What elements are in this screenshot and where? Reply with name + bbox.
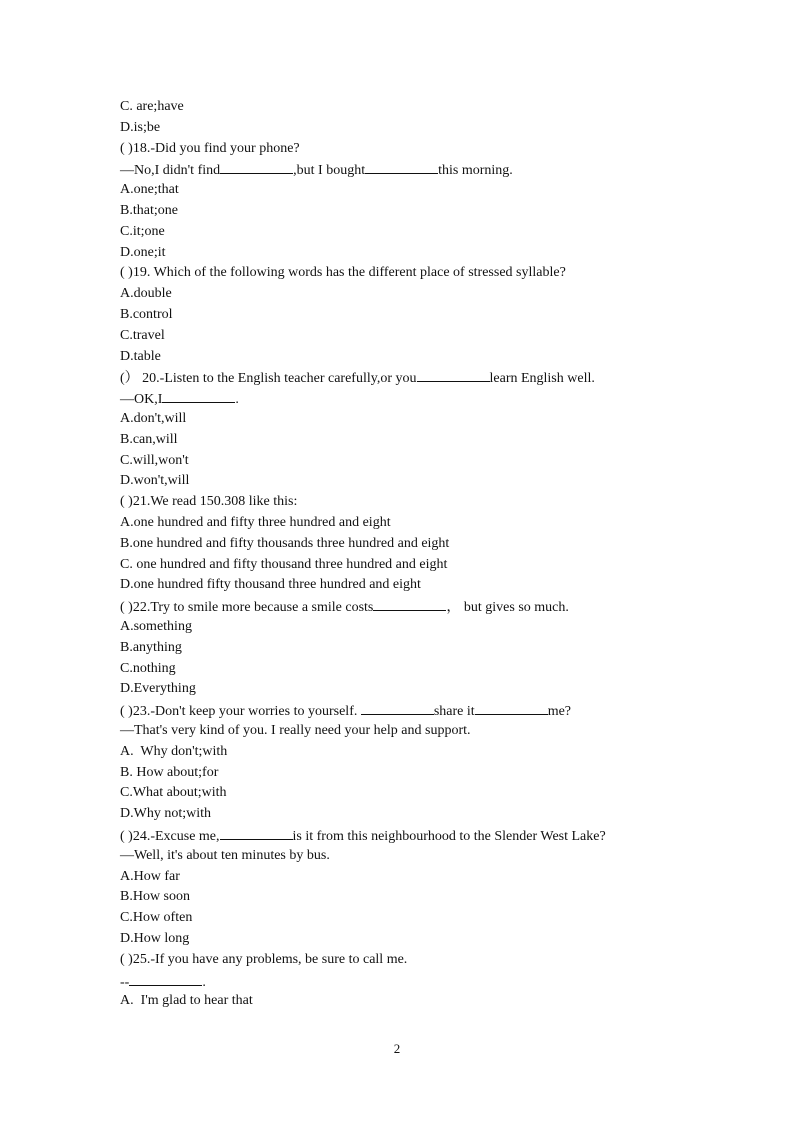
line-text: is it from this neighbourhood to the Slender West Lake? [292,829,606,844]
line-text: B.control [120,307,173,322]
line-text: share it [433,704,475,720]
text-line-q18C [120,222,165,242]
text-line-q25A [120,991,253,1011]
text-line-q22D [120,679,196,699]
text-line-q18B [120,201,178,221]
text-line-q19 [120,263,566,283]
text-line-q25a [120,971,206,993]
line-text: B.anything [120,639,182,655]
line-text: —Well, it's about ten minutes by bus. [120,847,330,863]
line-text: C.How often [120,910,193,926]
text-line-q20B [120,430,178,450]
text-line-q19C [120,326,165,346]
line-text: B. How about;for [120,764,219,780]
line-text: C.travel [120,327,165,343]
line-text: ( )18.-Did you find your phone? [120,140,300,156]
line-text: D.is;be [120,119,161,135]
line-text: B.that;one [120,203,178,218]
text-line-q19A [120,284,172,304]
text-line-q25 [120,950,407,970]
answer-blank [220,159,293,174]
text-line-q21B [120,534,449,554]
line-text: —OK,I [120,392,163,408]
text-line-q23C [120,783,227,803]
text-line-q23A [120,742,227,762]
text-line-q21C [120,555,447,575]
text-line-q21 [120,492,297,512]
text-line-q22B [120,638,182,658]
text-line-q23B [120,763,218,783]
text-line-q22A [120,617,192,637]
line-text: A.double [120,286,172,302]
answer-blank [129,971,202,986]
line-text: ( )23.-Don't keep your worries to yourself. [120,704,361,720]
answer-blank [417,367,490,382]
line-text: -- [120,974,130,990]
line-text: C.What about;with [120,785,227,801]
answer-blank [361,700,434,715]
line-text: A.one hundred and fifty three hundred and eight [120,515,391,530]
text-line-q24 [120,825,606,847]
line-text: me? [547,704,572,720]
line-text: C. are;have [120,99,184,114]
line-text: B.one hundred and fifty thousands three hundred and eight [120,535,450,551]
answer-blank [365,159,438,174]
line-text: this morning. [438,163,513,179]
text-line-q18 [120,139,300,159]
line-text: A. I'm glad to hear that [120,993,253,1009]
line-text: ， but gives so much. [446,600,569,616]
line-text: A.How far [120,868,180,884]
text-line-q18A [120,180,179,200]
line-text: B.How soon [120,889,191,905]
text-line-l2 [120,118,160,138]
text-line-l1 [120,97,184,117]
line-text: D.table [120,348,161,364]
line-text: ,but I bought [293,163,366,179]
line-text: (） 20.-Listen to the English teacher carefully,or you [120,371,417,387]
line-text: A.one;that [120,182,179,198]
text-line-q22 [120,596,569,618]
line-text: ( )22.Try to smile more because a smile costs [120,600,374,616]
text-line-q21A [120,513,391,533]
line-text: C.nothing [120,660,176,676]
line-text: —No,I didn't find [120,163,221,179]
line-text: D.Why not;with [120,806,211,822]
line-text: A. Why don't;with [120,743,228,759]
line-text: ( )19. Which of the following words has the different place of stressed syllable? [120,265,566,281]
line-text: —That's very kind of you. I really need your help and support. [120,723,471,738]
line-text: ( )24.-Excuse me, [120,829,220,844]
text-line-q21D [120,575,421,595]
text-line-q23D [120,804,211,824]
line-text: B.can,will [120,431,178,447]
text-line-q20D [120,471,189,491]
line-text: C.will,won't [120,452,189,468]
answer-blank [475,700,548,715]
line-text: A.something [120,619,192,634]
text-line-q24B [120,887,190,907]
line-text: . [235,392,239,408]
line-text: . [202,974,206,990]
line-text: ( )21.We read 150.308 like this: [120,494,298,510]
line-text: learn English well. [489,371,595,387]
text-line-q18a [120,159,513,181]
text-line-q24A [120,867,180,887]
text-line-q20a [120,388,239,410]
text-line-q23 [120,700,571,722]
text-line-q19D [120,347,161,367]
line-text: D.one hundred fifty thousand three hundred and eight [120,577,421,593]
answer-blank [373,596,446,611]
line-text: ( )25.-If you have any problems, be sure to call me. [120,951,408,967]
line-text: D.Everything [120,681,196,697]
text-line-q18D [120,243,166,263]
line-text: A.don't,will [120,411,187,426]
answer-blank [220,825,293,840]
text-line-q24a [120,846,330,866]
line-text: C. one hundred and fifty thousand three hundred and eight [120,556,448,572]
text-line-q19B [120,305,173,325]
answer-blank [162,388,235,403]
line-text: C.it;one [120,223,165,239]
text-line-q20 [120,367,595,389]
text-line-q24D [120,929,189,949]
page-number: 2 [393,1041,401,1056]
text-line-q20C [120,451,189,471]
text-line-q23a [120,721,471,741]
text-line-q22C [120,659,176,679]
text-line-q20A [120,409,186,429]
line-text: D.How long [120,931,190,946]
line-text: D.one;it [120,244,166,260]
text-line-q24C [120,908,192,928]
line-text: D.won't,will [120,473,190,489]
